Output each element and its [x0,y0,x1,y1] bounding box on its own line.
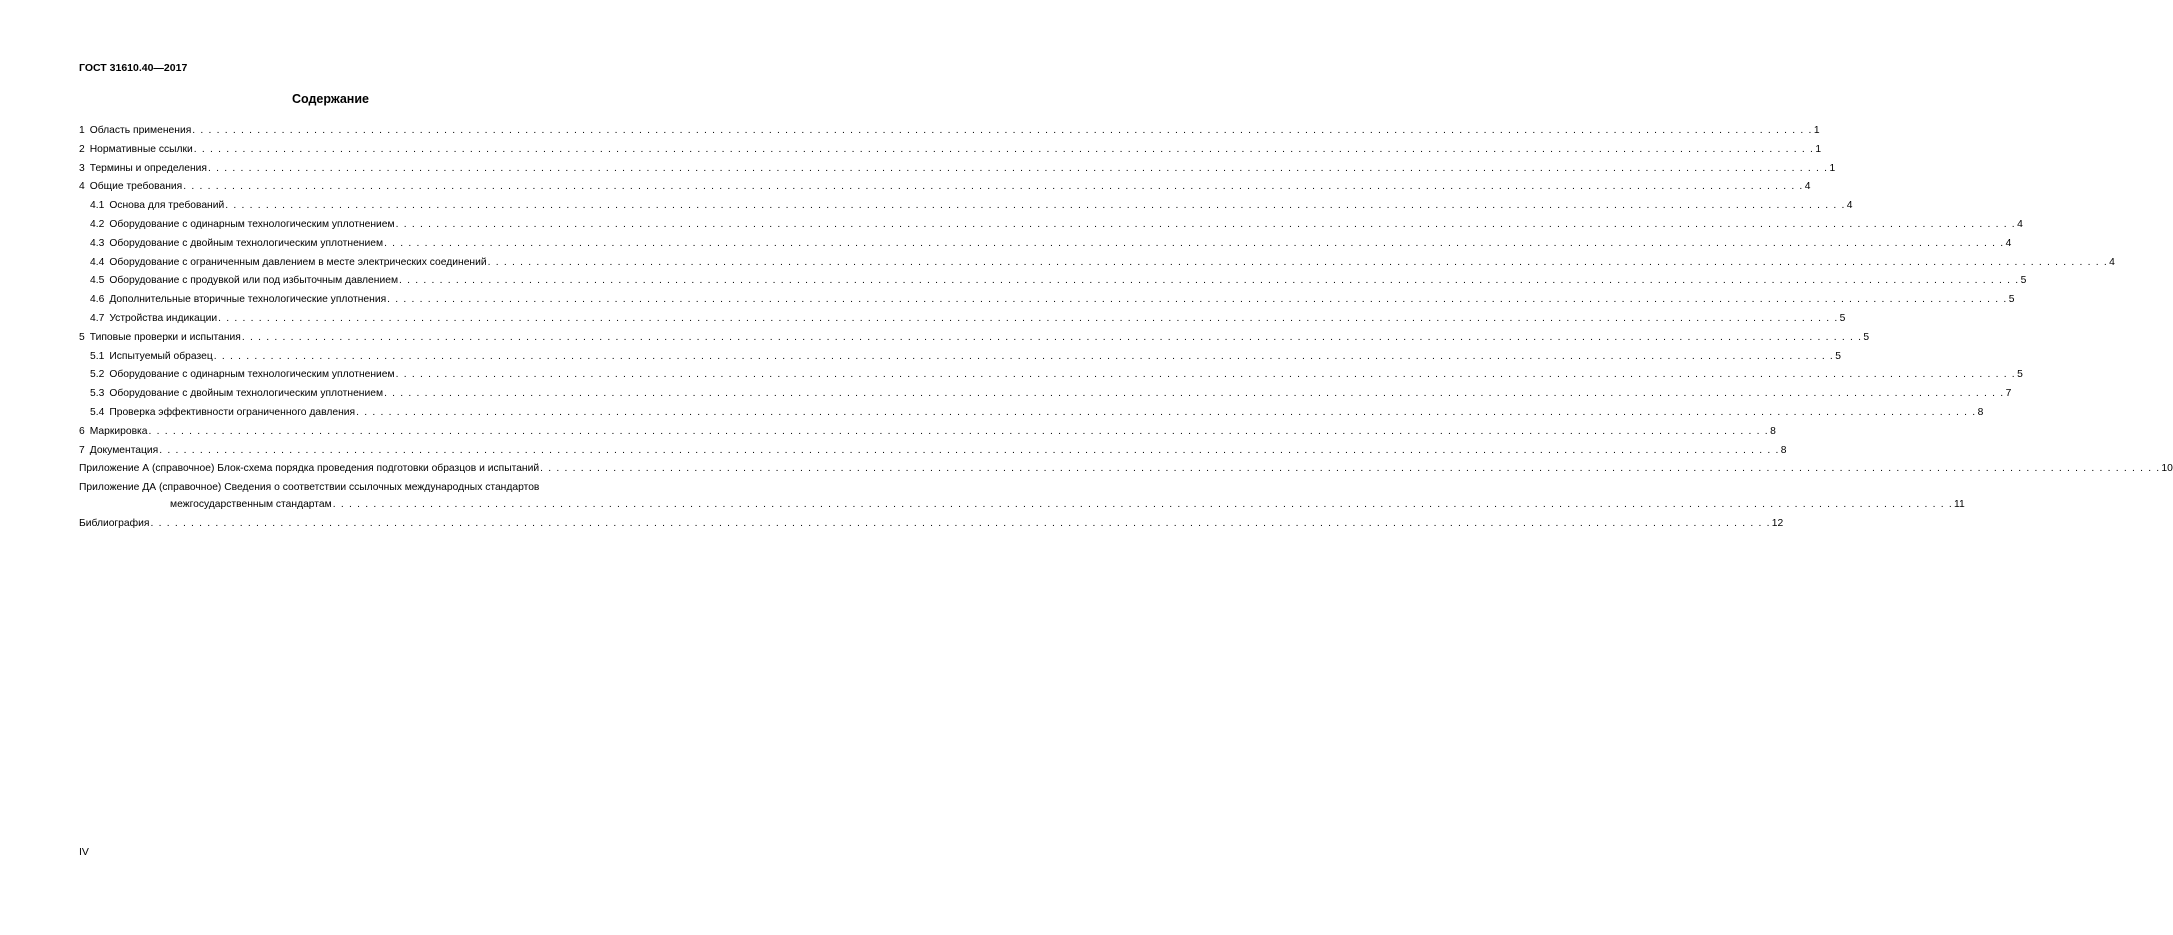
document-code: ГОСТ 31610.40—2017 [79,62,188,74]
toc-entry-page: 5 [1835,350,1841,362]
toc-entry-page: 5 [1863,331,1870,343]
toc-entry-number: 4.1 [90,200,105,212]
toc-entry[interactable] [79,404,1984,423]
toc-entry-page: 1 [1829,162,1836,174]
toc-entry[interactable] [79,254,2115,273]
toc-entry-page: 8 [1770,425,1776,437]
toc-entry-label: Типовые проверки и испытания [89,331,241,343]
toc-dot-leader: . . . . . . . . . . . . . . . . . . . . . . . . . . . . . . . . . . . . . . . . . . . . . . . . . . . . . . . . . . . . . . . . . . . . . . . . . . . . . . . . . . . . . . . . . . . . . . . . . . . . . . . . . . . . . . . . . . . . . . . . . . . . . . . . . . . . . . . . . . . . . . . . . . . . . . . . . . . . . . . . . . . . . . . . . . . . . . . . . . . . . . . . . . . . . . . . . . . . . . . . [395,218,2016,230]
toc-entry-label: Термины и определения [89,162,207,174]
toc-entry-number: 4.4 [90,256,105,268]
toc-entry-number: 4.2 [90,218,105,230]
toc-entry-number: 4.5 [90,275,105,287]
toc-entry-label: Оборудование с одинарным технологическим уплотнением [109,218,395,230]
toc-dot-leader: . . . . . . . . . . . . . . . . . . . . . . . . . . . . . . . . . . . . . . . . . . . . . . . . . . . . . . . . . . . . . . . . . . . . . . . . . . . . . . . . . . . . . . . . . . . . . . . . . . . . . . . . . . . . . . . . . . . . . . . . . . . . . . . . . . . . . . . . . . . . . . . . . . . . . . . . . . . . . . . . . . . . . . . . . . . . . . . . . . . . . . . . . . . . . . . . . . . . . . . . [213,350,1834,362]
toc-entry-number: 5.3 [90,388,105,400]
toc-dot-leader: . . . . . . . . . . . . . . . . . . . . . . . . . . . . . . . . . . . . . . . . . . . . . . . . . . . . . . . . . . . . . . . . . . . . . . . . . . . . . . . . . . . . . . . . . . . . . . . . . . . . . . . . . . . . . . . . . . . . . . . . . . . . . . . . . . . . . . . . . . . . . . . . . . . . . . . . . . . . . . . . . . . . . . . . . . . . . . . . . . . . . . . . . . . . . . . . . . . . . . . . [193,143,1815,155]
toc-entry[interactable] [79,272,2027,291]
toc-entry-page: 4 [2005,237,2012,249]
toc-dot-leader: . . . . . . . . . . . . . . . . . . . . . . . . . . . . . . . . . . . . . . . . . . . . . . . . . . . . . . . . . . . . . . . . . . . . . . . . . . . . . . . . . . . . . . . . . . . . . . . . . . . . . . . . . . . . . . . . . . . . . . . . . . . . . . . . . . . . . . . . . . . . . . . . . . . . . . . . . . . . . . . . . . . . . . . . . . . . . . . . . . . . . . . . . . . . . . . . . . . . . . . . [332,499,1953,511]
toc-entry-page: 8 [1977,406,1984,418]
toc-entry-number: 5.1 [90,350,105,362]
toc-entry-label: Общие требования [89,181,183,193]
toc-entry[interactable] [79,178,1811,197]
toc-entry-label: Оборудование с ограниченным давлением в месте электрических соединений [109,256,487,268]
toc-entry-number: 2 [79,143,85,155]
toc-entry-number: 5.2 [90,369,105,381]
toc-entry[interactable] [79,442,1787,461]
toc-entry[interactable] [79,216,2023,235]
toc-entry[interactable] [79,329,1870,348]
toc-entry-number: 1 [79,125,85,136]
toc-entry[interactable] [79,197,1853,216]
toc-entry-label: Дополнительные вторичные технологические уплотнения [109,294,387,306]
toc-entry-label: Оборудование с двойным технологическим уплотнением [109,388,384,400]
toc-dot-leader: . . . . . . . . . . . . . . . . . . . . . . . . . . . . . . . . . . . . . . . . . . . . . . . . . . . . . . . . . . . . . . . . . . . . . . . . . . . . . . . . . . . . . . . . . . . . . . . . . . . . . . . . . . . . . . . . . . . . . . . . . . . . . . . . . . . . . . . . . . . . . . . . . . . . . . . . . . . . . . . . . . . . . . . . . . . . . . . . . . . . . . . . . . . . . . . . . . . . . . . . [207,162,1829,174]
toc-entry[interactable] [79,291,2015,310]
toc-entry[interactable] [79,479,1965,515]
toc-entry-page: 5 [2017,369,2023,381]
toc-dot-leader: . . . . . . . . . . . . . . . . . . . . . . . . . . . . . . . . . . . . . . . . . . . . . . . . . . . . . . . . . . . . . . . . . . . . . . . . . . . . . . . . . . . . . . . . . . . . . . . . . . . . . . . . . . . . . . . . . . . . . . . . . . . . . . . . . . . . . . . . . . . . . . . . . . . . . . . . . . . . . . . . . . . . . . . . . . . . . . . . . . . . . . . . . . . . . . . . . . . . . . . . [384,388,2005,400]
toc-entry-page: 1 [1813,125,1820,136]
toc-entry-page: 10 [2161,463,2173,475]
toc-entry-label: межгосударственным стандартам [170,499,332,511]
toc-entry-number: 5.4 [90,406,105,418]
toc-dot-leader: . . . . . . . . . . . . . . . . . . . . . . . . . . . . . . . . . . . . . . . . . . . . . . . . . . . . . . . . . . . . . . . . . . . . . . . . . . . . . . . . . . . . . . . . . . . . . . . . . . . . . . . . . . . . . . . . . . . . . . . . . . . . . . . . . . . . . . . . . . . . . . . . . . . . . . . . . . . . . . . . . . . . . . . . . . . . . . . . . . . . . . . . . . . . . . . . . . . . . . . . [159,444,1780,456]
toc-dot-leader: . . . . . . . . . . . . . . . . . . . . . . . . . . . . . . . . . . . . . . . . . . . . . . . . . . . . . . . . . . . . . . . . . . . . . . . . . . . . . . . . . . . . . . . . . . . . . . . . . . . . . . . . . . . . . . . . . . . . . . . . . . . . . . . . . . . . . . . . . . . . . . . . . . . . . . . . . . . . . . . . . . . . . . . . . . . . . . . . . . . . . . . . . . . . . . . . . . . . . . . . [487,256,2108,268]
page-title: Содержание [291,92,369,106]
toc-dot-leader: . . . . . . . . . . . . . . . . . . . . . . . . . . . . . . . . . . . . . . . . . . . . . . . . . . . . . . . . . . . . . . . . . . . . . . . . . . . . . . . . . . . . . . . . . . . . . . . . . . . . . . . . . . . . . . . . . . . . . . . . . . . . . . . . . . . . . . . . . . . . . . . . . . . . . . . . . . . . . . . . . . . . . . . . . . . . . . . . . . . . . . . . . . . . . . . . . . . . . . . . [387,294,2008,306]
toc-entry-page: 1 [1815,143,1822,155]
toc-dot-leader: . . . . . . . . . . . . . . . . . . . . . . . . . . . . . . . . . . . . . . . . . . . . . . . . . . . . . . . . . . . . . . . . . . . . . . . . . . . . . . . . . . . . . . . . . . . . . . . . . . . . . . . . . . . . . . . . . . . . . . . . . . . . . . . . . . . . . . . . . . . . . . . . . . . . . . . . . . . . . . . . . . . . . . . . . . . . . . . . . . . . . . . . . . . . . . . . . . . . . . . . [356,406,1977,418]
toc-entry-number: 7 [79,444,85,456]
toc-entry-label: Испытуемый образец [109,350,213,362]
toc-entry-page: 4 [2017,218,2023,230]
toc-entry[interactable] [79,423,1776,442]
toc-entry-page: 8 [1780,444,1787,456]
toc-dot-leader: . . . . . . . . . . . . . . . . . . . . . . . . . . . . . . . . . . . . . . . . . . . . . . . . . . . . . . . . . . . . . . . . . . . . . . . . . . . . . . . . . . . . . . . . . . . . . . . . . . . . . . . . . . . . . . . . . . . . . . . . . . . . . . . . . . . . . . . . . . . . . . . . . . . . . . . . . . . . . . . . . . . . . . . . . . . . . . . . . . . . . . . . . . . . . . . . . . . . . . . . [399,275,2020,287]
toc-dot-leader: . . . . . . . . . . . . . . . . . . . . . . . . . . . . . . . . . . . . . . . . . . . . . . . . . . . . . . . . . . . . . . . . . . . . . . . . . . . . . . . . . . . . . . . . . . . . . . . . . . . . . . . . . . . . . . . . . . . . . . . . . . . . . . . . . . . . . . . . . . . . . . . . . . . . . . . . . . . . . . . . . . . . . . . . . . . . . . . . . . . . . . . . . . . . . . . . . . . . . . . . [241,331,1863,343]
toc-entry-number: 4.3 [90,237,105,249]
toc-entry[interactable] [79,141,1822,160]
toc-entry-number: 6 [79,425,85,437]
toc-dot-leader: . . . . . . . . . . . . . . . . . . . . . . . . . . . . . . . . . . . . . . . . . . . . . . . . . . . . . . . . . . . . . . . . . . . . . . . . . . . . . . . . . . . . . . . . . . . . . . . . . . . . . . . . . . . . . . . . . . . . . . . . . . . . . . . . . . . . . . . . . . . . . . . . . . . . . . . . . . . . . . . . . . . . . . . . . . . . . . . . . . . . . . . . . . . . . . . . . . . . . . . . [218,312,1839,324]
toc-entry[interactable] [79,460,2173,479]
toc-entry-label: Нормативные ссылки [89,143,193,155]
toc-entry-label: Область применения [89,125,192,136]
toc-entry[interactable] [79,515,1784,534]
toc-entry-label: Библиография [79,518,150,530]
toc-entry-label-first-line: Приложение ДА (справочное) Сведения о соответствии ссылочных международных стандартов [79,482,540,494]
toc-entry-label: Устройства индикации [109,312,218,324]
toc-entry-label: Приложение А (справочное) Блок-схема порядка проведения подготовки образцов и испытаний [79,463,540,475]
toc-entry-number: 4.7 [90,312,105,324]
toc-dot-leader: . . . . . . . . . . . . . . . . . . . . . . . . . . . . . . . . . . . . . . . . . . . . . . . . . . . . . . . . . . . . . . . . . . . . . . . . . . . . . . . . . . . . . . . . . . . . . . . . . . . . . . . . . . . . . . . . . . . . . . . . . . . . . . . . . . . . . . . . . . . . . . . . . . . . . . . . . . . . . . . . . . . . . . . . . . . . . . . . . . . . . . . . . . . . . . . . . . . . . . . . [225,200,1846,212]
toc-dot-leader: . . . . . . . . . . . . . . . . . . . . . . . . . . . . . . . . . . . . . . . . . . . . . . . . . . . . . . . . . . . . . . . . . . . . . . . . . . . . . . . . . . . . . . . . . . . . . . . . . . . . . . . . . . . . . . . . . . . . . . . . . . . . . . . . . . . . . . . . . . . . . . . . . . . . . . . . . . . . . . . . . . . . . . . . . . . . . . . . . . . . . . . . . . . . . . . . . . . . . . . . [540,463,2161,475]
toc-entry-page: 5 [1839,312,1846,324]
toc-dot-leader: . . . . . . . . . . . . . . . . . . . . . . . . . . . . . . . . . . . . . . . . . . . . . . . . . . . . . . . . . . . . . . . . . . . . . . . . . . . . . . . . . . . . . . . . . . . . . . . . . . . . . . . . . . . . . . . . . . . . . . . . . . . . . . . . . . . . . . . . . . . . . . . . . . . . . . . . . . . . . . . . . . . . . . . . . . . . . . . . . . . . . . . . . . . . . . . . . . . . . . . . [183,181,1804,193]
toc-entry[interactable] [79,160,1836,179]
toc-entry-page: 11 [1953,499,1965,511]
toc-entry-label: Оборудование с продувкой или под избыточным давлением [109,275,399,287]
toc-entry-number: 4 [79,181,85,193]
toc-entry-number: 4.6 [90,294,105,306]
toc-entry-page: 12 [1771,518,1784,530]
toc-entry-label: Маркировка [89,425,148,437]
toc-entry[interactable] [79,122,1820,141]
toc-entry[interactable] [79,310,1846,329]
toc-entry-label: Проверка эффективности ограниченного давления [109,406,356,418]
toc-dot-leader: . . . . . . . . . . . . . . . . . . . . . . . . . . . . . . . . . . . . . . . . . . . . . . . . . . . . . . . . . . . . . . . . . . . . . . . . . . . . . . . . . . . . . . . . . . . . . . . . . . . . . . . . . . . . . . . . . . . . . . . . . . . . . . . . . . . . . . . . . . . . . . . . . . . . . . . . . . . . . . . . . . . . . . . . . . . . . . . . . . . . . . . . . . . . . . . . . . . . . . . . [395,369,2016,381]
toc-entry-page: 7 [2005,388,2012,400]
toc-entry-page: 5 [2008,294,2015,306]
toc-entry-label: Основа для требований [109,200,225,212]
toc-entry-number: 3 [79,162,85,174]
toc-entry-number: 5 [79,331,85,343]
toc-dot-leader: . . . . . . . . . . . . . . . . . . . . . . . . . . . . . . . . . . . . . . . . . . . . . . . . . . . . . . . . . . . . . . . . . . . . . . . . . . . . . . . . . . . . . . . . . . . . . . . . . . . . . . . . . . . . . . . . . . . . . . . . . . . . . . . . . . . . . . . . . . . . . . . . . . . . . . . . . . . . . . . . . . . . . . . . . . . . . . . . . . . . . . . . . . . . . . . . . . . . . . . . [150,518,1771,530]
toc-dot-leader: . . . . . . . . . . . . . . . . . . . . . . . . . . . . . . . . . . . . . . . . . . . . . . . . . . . . . . . . . . . . . . . . . . . . . . . . . . . . . . . . . . . . . . . . . . . . . . . . . . . . . . . . . . . . . . . . . . . . . . . . . . . . . . . . . . . . . . . . . . . . . . . . . . . . . . . . . . . . . . . . . . . . . . . . . . . . . . . . . . . . . . . . . . . . . . . . . . . . . . . . [384,237,2005,249]
toc-entry[interactable] [79,366,2023,385]
toc-entry[interactable] [79,385,2012,404]
toc-entry-page: 4 [1804,181,1811,193]
page-number: IV [79,846,89,858]
table-of-contents [79,122,2173,534]
toc-dot-leader: . . . . . . . . . . . . . . . . . . . . . . . . . . . . . . . . . . . . . . . . . . . . . . . . . . . . . . . . . . . . . . . . . . . . . . . . . . . . . . . . . . . . . . . . . . . . . . . . . . . . . . . . . . . . . . . . . . . . . . . . . . . . . . . . . . . . . . . . . . . . . . . . . . . . . . . . . . . . . . . . . . . . . . . . . . . . . . . . . . . . . . . . . . . . . . . . . . . . . . . . [192,125,1813,136]
toc-entry[interactable] [79,235,2012,254]
toc-entry-label: Документация [89,444,159,456]
toc-dot-leader: . . . . . . . . . . . . . . . . . . . . . . . . . . . . . . . . . . . . . . . . . . . . . . . . . . . . . . . . . . . . . . . . . . . . . . . . . . . . . . . . . . . . . . . . . . . . . . . . . . . . . . . . . . . . . . . . . . . . . . . . . . . . . . . . . . . . . . . . . . . . . . . . . . . . . . . . . . . . . . . . . . . . . . . . . . . . . . . . . . . . . . . . . . . . . . . . . . . . . . . . [148,425,1769,437]
toc-entry-label: Оборудование с одинарным технологическим уплотнением [109,369,395,381]
toc-entry-page: 5 [2020,275,2027,287]
toc-entry-page: 4 [2109,256,2115,268]
toc-entry-label: Оборудование с двойным технологическим уплотнением [109,237,384,249]
toc-entry[interactable] [79,348,1841,367]
toc-entry-page: 4 [1846,200,1853,212]
